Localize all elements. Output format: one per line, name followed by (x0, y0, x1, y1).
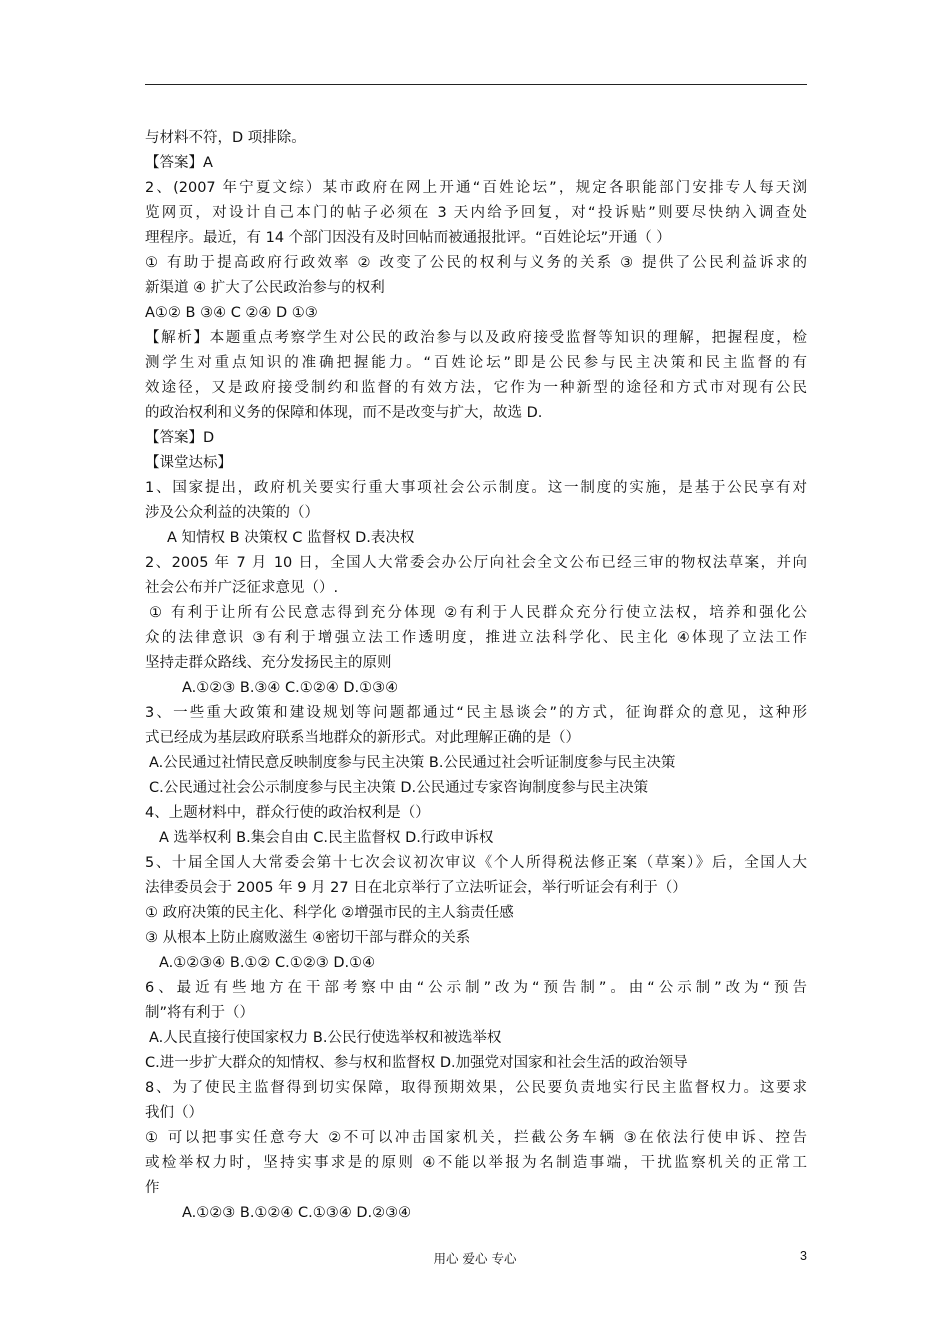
text-line: A 知情权 B 决策权 C 监督权 D.表决权 (167, 530, 415, 546)
page-number: 3 (800, 1249, 807, 1263)
text-line: 2、(2007 年宁夏文综）某市政府在网上开通“百姓论坛”，规定各职能部门安排专人每天浏 (145, 180, 807, 196)
text-line: ① 有利于让所有公民意志得到充分体现 ②有利于人民群众充分行使立法权，培养和强化公 (149, 605, 807, 621)
text-line: 的政治权利和义务的保障和体现，而不是改变与扩大，故选 D. (145, 405, 543, 421)
text-line: 8、为了使民主监督得到切实保障，取得预期效果，公民要负责地实行民主监督权力。这要求 (145, 1080, 807, 1096)
text-line: 【答案】D (145, 430, 215, 446)
text-line: A 选举权利 B.集会自由 C.民主监督权 D.行政申诉权 (159, 830, 494, 846)
footer-text: 用心 爱心 专心 (433, 1251, 517, 1266)
text-line: A①② B ③④ C ②④ D ①③ (145, 305, 318, 321)
text-line: ① 可以把事实任意夸大 ②不可以冲击国家机关，拦截公务车辆 ③在依法行使申诉、控告 (145, 1130, 807, 1146)
document-body (145, 126, 807, 1226)
text-line: ① 有助于提高政府行政效率 ② 改变了公民的权利与义务的关系 ③ 提供了公民利益诉求的 (145, 255, 807, 271)
page-footer (0, 1249, 950, 1271)
text-line: 【解析】本题重点考察学生对公民的政治参与以及政府接受监督等知识的理解，把握程度，检 (145, 330, 807, 346)
text-line: A.①②③ B.①②④ C.①③④ D.②③④ (182, 1205, 412, 1221)
header-rule (145, 84, 807, 85)
text-line: 新渠道 ④ 扩大了公民政治参与的权利 (145, 280, 385, 296)
text-line: 我们（） (145, 1105, 203, 1121)
text-line: 式已经成为基层政府联系当地群众的新形式。对此理解正确的是（） (145, 730, 580, 746)
text-line: 制”将有利于（） (145, 1005, 255, 1021)
text-line: A.公民通过社情民意反映制度参与民主决策 B.公民通过社会听证制度参与民主决策 (149, 755, 676, 771)
text-line: 理程序。最近，有 14 个部门因没有及时回帖而被通报批评。“百姓论坛”开通（ ） (145, 230, 671, 246)
text-line: 社会公布并广泛征求意见（）. (145, 580, 339, 596)
text-line: ③ 从根本上防止腐败滋生 ④密切干部与群众的关系 (145, 930, 471, 946)
text-line: 众的法律意识 ③有利于增强立法工作透明度，推进立法科学化、民主化 ④体现了立法工作 (145, 630, 807, 646)
text-line: 【课堂达标】 (145, 455, 232, 471)
text-line: 览网页，对设计自己本门的帖子必须在 3 天内给予回复，对“投诉贴”则要尽快纳入调查处 (145, 205, 807, 221)
text-line: 作 (145, 1180, 160, 1196)
text-line: 4、上题材料中，群众行使的政治权利是（） (145, 805, 430, 821)
text-line: A.①②③ B.③④ C.①②④ D.①③④ (182, 680, 399, 696)
text-line: A.人民直接行使国家权力 B.公民行使选举权和被选举权 (149, 1030, 502, 1046)
text-line: 【答案】A (145, 155, 213, 171)
text-line: A.①②③④ B.①② C.①②③ D.①④ (159, 955, 376, 971)
text-line: 2、2005 年 7 月 10 日，全国人大常委会办公厅向社会全文公布已经三审的物权法草案，并向 (145, 555, 807, 571)
text-line: 法律委员会于 2005 年 9 月 27 日在北京举行了立法听证会，举行听证会有利于（） (145, 880, 687, 896)
text-line: 1、国家提出，政府机关要实行重大事项社会公示制度。这一制度的实施，是基于公民享有对 (145, 480, 807, 496)
text-line: C.进一步扩大群众的知情权、参与权和监督权 D.加强党对国家和社会生活的政治领导 (145, 1055, 688, 1071)
text-line: ① 政府决策的民主化、科学化 ②增强市民的主人翁责任感 (145, 905, 514, 921)
text-line: 6、最近有些地方在干部考察中由“公示制”改为“预告制”。由“公示制”改为“预告 (145, 980, 807, 996)
text-line: C.公民通过社会公示制度参与民主决策 D.公民通过专家咨询制度参与民主决策 (149, 780, 649, 796)
text-line: 或检举权力时，坚持实事求是的原则 ④不能以举报为名制造事端，干扰监察机关的正常工 (145, 1155, 807, 1171)
text-line: 测学生对重点知识的准确把握能力。“百姓论坛”即是公民参与民主决策和民主监督的有 (145, 355, 807, 371)
text-line: 效途径，又是政府接受制约和监督的有效方法，它作为一种新型的途径和方式市对现有公民 (145, 380, 807, 396)
text-line: 3、一些重大政策和建设规划等问题都通过“民主恳谈会”的方式，征询群众的意见，这种形 (145, 705, 807, 721)
text-line: 5、十届全国人大常委会第十七次会议初次审议《个人所得税法修正案（草案）》后，全国人大 (145, 855, 807, 871)
text-line: 涉及公众利益的决策的（） (145, 505, 319, 521)
text-line: 与材料不符，D 项排除。 (145, 130, 306, 146)
text-line: 坚持走群众路线、充分发扬民主的原则 (145, 655, 392, 671)
